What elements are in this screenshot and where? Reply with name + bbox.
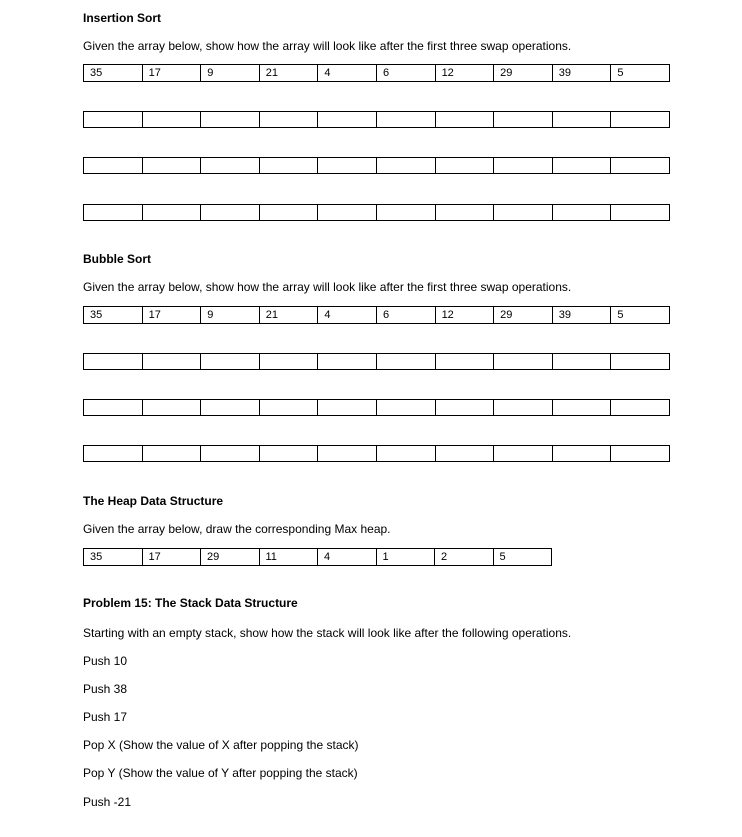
- array-cell: 21: [259, 307, 318, 324]
- blank-cell[interactable]: [84, 205, 143, 221]
- blank-cell[interactable]: [376, 205, 435, 221]
- array-cell: 2: [435, 549, 494, 566]
- heap-instruction: Given the array below, draw the corresponding Max heap.: [83, 522, 391, 536]
- array-cell: 6: [376, 65, 435, 82]
- array-cell: 6: [376, 307, 435, 324]
- stack-operation: Push -21: [83, 795, 132, 809]
- array-cell: 12: [435, 65, 494, 82]
- array-cell: 39: [552, 65, 611, 82]
- blank-cell[interactable]: [259, 112, 318, 128]
- array-cell: 1: [376, 549, 435, 566]
- blank-cell[interactable]: [376, 446, 435, 462]
- blank-cell[interactable]: [494, 400, 553, 416]
- blank-cell[interactable]: [552, 205, 611, 221]
- blank-cell[interactable]: [259, 158, 318, 174]
- blank-cell[interactable]: [552, 446, 611, 462]
- blank-cell[interactable]: [611, 112, 670, 128]
- blank-cell[interactable]: [435, 205, 494, 221]
- stack-operation: Pop X (Show the value of X after popping the stack): [83, 738, 359, 752]
- blank-cell[interactable]: [611, 205, 670, 221]
- blank-cell[interactable]: [318, 112, 377, 128]
- bubble-blank-array-3: [83, 445, 670, 462]
- blank-cell[interactable]: [376, 112, 435, 128]
- array-cell: 5: [611, 65, 670, 82]
- insertion-array: [83, 64, 670, 82]
- blank-cell[interactable]: [611, 400, 670, 416]
- blank-cell[interactable]: [142, 354, 201, 370]
- heap-array: [83, 548, 552, 566]
- stack-operation: Push 10: [83, 654, 128, 668]
- array-cell: 12: [435, 307, 494, 324]
- stack-instruction: Starting with an empty stack, show how the stack will look like after the following operations.: [83, 626, 572, 640]
- insertion-blank-array-1: [83, 111, 670, 128]
- blank-cell[interactable]: [318, 158, 377, 174]
- blank-cell[interactable]: [142, 205, 201, 221]
- blank-cell[interactable]: [435, 158, 494, 174]
- stack-operation: Push 38: [83, 682, 128, 696]
- blank-cell[interactable]: [435, 112, 494, 128]
- blank-cell[interactable]: [435, 446, 494, 462]
- array-cell: 9: [201, 307, 260, 324]
- insertion-blank-array-3: [83, 204, 670, 221]
- blank-cell[interactable]: [435, 354, 494, 370]
- blank-cell[interactable]: [259, 205, 318, 221]
- array-cell: 4: [318, 549, 377, 566]
- array-cell: 35: [84, 549, 143, 566]
- array-cell: 21: [259, 65, 318, 82]
- array-cell: 35: [84, 307, 143, 324]
- blank-cell[interactable]: [142, 446, 201, 462]
- blank-cell[interactable]: [494, 158, 553, 174]
- blank-cell[interactable]: [435, 400, 494, 416]
- array-cell: 11: [259, 549, 318, 566]
- blank-cell[interactable]: [552, 354, 611, 370]
- blank-cell[interactable]: [142, 400, 201, 416]
- blank-cell[interactable]: [318, 446, 377, 462]
- blank-cell[interactable]: [84, 446, 143, 462]
- blank-cell[interactable]: [201, 400, 260, 416]
- blank-cell[interactable]: [84, 400, 143, 416]
- bubble-instruction: Given the array below, show how the array will look like after the first three swap operations.: [83, 280, 572, 294]
- blank-cell[interactable]: [376, 354, 435, 370]
- insertion-blank-array-2: [83, 157, 670, 174]
- blank-cell[interactable]: [201, 112, 260, 128]
- array-cell: 17: [142, 549, 201, 566]
- blank-cell[interactable]: [318, 354, 377, 370]
- array-cell: 9: [201, 65, 260, 82]
- blank-cell[interactable]: [376, 400, 435, 416]
- blank-cell[interactable]: [201, 446, 260, 462]
- insertion-instruction: Given the array below, show how the array will look like after the first three swap operations.: [83, 39, 572, 53]
- bubble-array: [83, 306, 670, 324]
- array-cell: 4: [318, 65, 377, 82]
- blank-cell[interactable]: [376, 158, 435, 174]
- bubble-blank-array-1: [83, 353, 670, 370]
- blank-cell[interactable]: [201, 354, 260, 370]
- array-cell: 29: [494, 307, 553, 324]
- blank-cell[interactable]: [494, 446, 553, 462]
- stack-operation: Push 17: [83, 710, 128, 724]
- stack-operation: Pop Y (Show the value of Y after popping the stack): [83, 766, 358, 780]
- blank-cell[interactable]: [142, 158, 201, 174]
- blank-cell[interactable]: [84, 158, 143, 174]
- blank-cell[interactable]: [201, 158, 260, 174]
- blank-cell[interactable]: [84, 112, 143, 128]
- blank-cell[interactable]: [494, 112, 553, 128]
- blank-cell[interactable]: [259, 354, 318, 370]
- blank-cell[interactable]: [259, 446, 318, 462]
- array-cell: 5: [611, 307, 670, 324]
- blank-cell[interactable]: [552, 400, 611, 416]
- blank-cell[interactable]: [259, 400, 318, 416]
- array-cell: 17: [142, 307, 201, 324]
- bubble-title: Bubble Sort: [83, 252, 151, 266]
- array-cell: 17: [142, 65, 201, 82]
- array-cell: 29: [494, 65, 553, 82]
- blank-cell[interactable]: [494, 205, 553, 221]
- blank-cell[interactable]: [552, 112, 611, 128]
- stack-title: Problem 15: The Stack Data Structure: [83, 596, 298, 610]
- blank-cell[interactable]: [552, 158, 611, 174]
- bubble-blank-array-2: [83, 399, 670, 416]
- blank-cell[interactable]: [611, 354, 670, 370]
- blank-cell[interactable]: [201, 205, 260, 221]
- array-cell: 4: [318, 307, 377, 324]
- blank-cell[interactable]: [611, 446, 670, 462]
- array-cell: 39: [552, 307, 611, 324]
- array-cell: 29: [201, 549, 260, 566]
- blank-cell[interactable]: [318, 400, 377, 416]
- blank-cell[interactable]: [142, 112, 201, 128]
- insertion-title: Insertion Sort: [83, 11, 162, 25]
- blank-cell[interactable]: [611, 158, 670, 174]
- blank-cell[interactable]: [84, 354, 143, 370]
- blank-cell[interactable]: [318, 205, 377, 221]
- heap-title: The Heap Data Structure: [83, 494, 224, 508]
- array-cell: 5: [493, 549, 552, 566]
- array-cell: 35: [84, 65, 143, 82]
- blank-cell[interactable]: [494, 354, 553, 370]
